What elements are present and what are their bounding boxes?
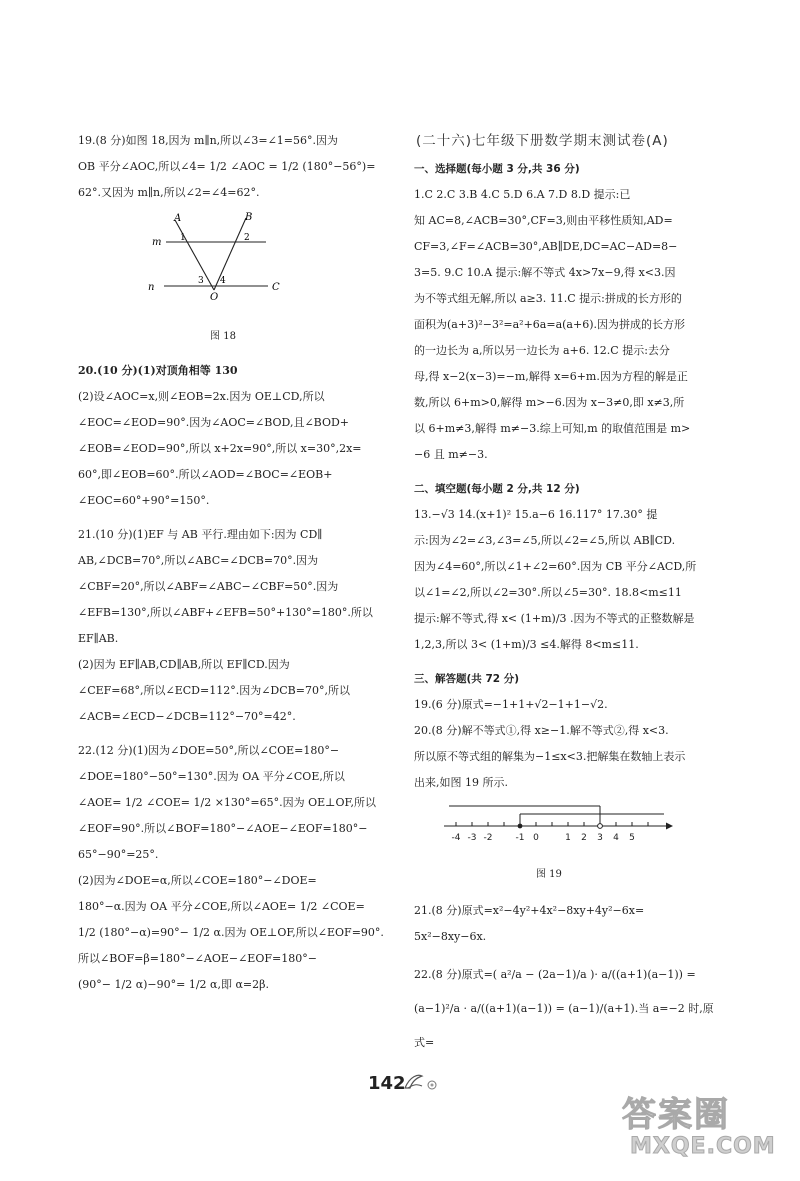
- answer-20-right: [414, 718, 720, 796]
- text-line: ∠EOF=90°.所以∠BOF=180°−∠AOE−∠EOF=180°−: [78, 822, 368, 835]
- text-line: (2)设∠AOC=x,则∠EOB=2x.因为 OE⊥CD,所以: [78, 390, 325, 403]
- tick-label: 5: [629, 833, 635, 843]
- text-line: (2)因为 EF∥AB,CD∥AB,所以 EF∥CD.因为: [78, 658, 290, 671]
- text-line: 母,得 x−2(x−3)=−m,解得 x=6+m.因为方程的解是正: [414, 370, 688, 383]
- answer-22-right: [414, 958, 720, 1060]
- text-line: 20.(10 分)(1)对顶角相等 130: [78, 364, 238, 377]
- text-line: 所以原不等式组的解集为−1≤x<3.把解集在数轴上表示: [414, 750, 686, 763]
- text-line: 以 6+m≠3,解得 m≠−3.综上可知,m 的取值范围是 m>: [414, 422, 691, 435]
- text-line: 3=5. 9.C 10.A 提示:解不等式 4x>7x−9,得 x<3.因: [414, 266, 676, 279]
- site-watermark: [622, 1096, 782, 1176]
- line-ob: [214, 218, 246, 290]
- leaf-ornament-icon: [402, 1070, 442, 1092]
- right-column: [414, 128, 720, 1060]
- text-line: 提示:解不等式,得 x< (1+m)/3 .因为不等式的正整数解是: [414, 612, 695, 625]
- label-b: B: [245, 212, 253, 223]
- text-line: 知 AC=8,∠ACB=30°,CF=3,则由平移性质知,AD=: [414, 214, 673, 227]
- tick-label: -1: [515, 833, 525, 843]
- page-number: 142: [368, 1073, 406, 1094]
- text-line: 5x²−8xy−6x.: [414, 930, 487, 943]
- line-oa: [175, 220, 214, 290]
- answer-20-left: [78, 358, 388, 514]
- text-line: ∠EOC=∠EOD=90°.因为∠AOC=∠BOD,且∠BOD+: [78, 416, 350, 429]
- tick-label: 0: [533, 833, 539, 843]
- text-line: 的一边长为 a,所以另一边长为 a+6. 12.C 提示:去分: [414, 344, 670, 357]
- test-title: (二十六)七年级下册数学期末测试卷(A): [416, 133, 669, 149]
- text-line: ∠AOE= 1/2 ∠COE= 1/2 ×130°=65°.因为 OE⊥OF,所以: [78, 796, 376, 809]
- text-line: 以∠1=∠2,所以∠2=30°.所以∠5=30°. 18.8<m≤11: [414, 586, 682, 599]
- text-line: 22.(8 分)原式=( a²/a − (2a−1)/a )· a/((a+1)(a−1)) =: [414, 968, 696, 981]
- label-c: C: [272, 282, 280, 293]
- answer-21-left: [78, 522, 388, 730]
- answer-19-left: [78, 128, 388, 206]
- label-angle-2: 2: [244, 233, 250, 243]
- text-line: ∠ACB=∠ECD−∠DCB=112°−70°=42°.: [78, 710, 296, 723]
- text-line: 1/2 (180°−α)=90°− 1/2 α.因为 OE⊥OF,所以∠EOF=90°.: [78, 926, 384, 939]
- section-3-heading: 三、解答题(共 72 分): [414, 673, 520, 685]
- text-line: 13.−√3 14.(x+1)² 15.a−6 16.117° 17.30° 提: [414, 508, 658, 521]
- label-angle-4: 4: [220, 276, 226, 286]
- text-line: 为不等式组无解,所以 a≥3. 11.C 提示:拼成的长方形的: [414, 292, 682, 305]
- figure-19-number-line: [414, 800, 720, 858]
- label-a: A: [174, 213, 182, 224]
- section-2-answers: [414, 502, 720, 658]
- tick-label: 3: [597, 833, 603, 843]
- text-line: 180°−α.因为 OA 平分∠COE,所以∠AOE= 1/2 ∠COE=: [78, 900, 365, 913]
- text-line: ∠CBF=20°,所以∠ABF=∠ABC−∠CBF=50°.因为: [78, 580, 339, 593]
- text-line: OB 平分∠AOC,所以∠4= 1/2 ∠AOC = 1/2 (180°−56°)=: [78, 160, 376, 173]
- figure-18: [78, 210, 388, 350]
- text-line: 所以∠BOF=β=180°−∠AOE−∠EOF=180°−: [78, 952, 317, 965]
- answer-19-right: 19.(6 分)原式=−1+1+√2−1+1−√2.: [414, 698, 608, 711]
- axis-arrow: [666, 823, 673, 830]
- label-n: n: [148, 282, 155, 293]
- text-line: ∠EOC=60°+90°=150°.: [78, 494, 210, 507]
- text-line: 65°−90°=25°.: [78, 848, 159, 861]
- figure-19-caption: 图 19: [536, 869, 562, 880]
- text-line: (90°− 1/2 α)−90°= 1/2 α,即 α=2β.: [78, 978, 269, 991]
- label-o: O: [210, 292, 219, 303]
- text-line: ∠DOE=180°−50°=130°.因为 OA 平分∠COE,所以: [78, 770, 345, 783]
- text-line: −6 且 m≠−3.: [414, 448, 488, 461]
- text-line: 21.(10 分)(1)EF 与 AB 平行.理由如下:因为 CD∥: [78, 528, 323, 541]
- solid-point-minus1: [518, 824, 523, 829]
- text-line: ∠CEF=68°,所以∠ECD=112°.因为∠DCB=70°,所以: [78, 684, 350, 697]
- text-line: ∠EFB=130°,所以∠ABF+∠EFB=50°+130°=180°.所以: [78, 606, 373, 619]
- text-line: 21.(8 分)原式=x²−4y²+4x²−8xy+4y²−6x=: [414, 904, 645, 917]
- text-line: 60°,即∠EOB=60°.所以∠AOD=∠BOC=∠EOB+: [78, 468, 333, 481]
- label-m: m: [152, 237, 162, 248]
- text-line: (2)因为∠DOE=α,所以∠COE=180°−∠DOE=: [78, 874, 317, 887]
- axis-ticks: [456, 822, 648, 826]
- text-line: 出来,如图 19 所示.: [414, 776, 508, 789]
- label-angle-3: 3: [198, 276, 204, 286]
- text-line: 22.(12 分)(1)因为∠DOE=50°,所以∠COE=180°−: [78, 744, 340, 757]
- tick-label: 2: [581, 833, 587, 843]
- label-angle-1: 1: [180, 233, 186, 243]
- figure-18-caption: 图 18: [210, 331, 236, 342]
- text-line: EF∥AB.: [78, 632, 119, 645]
- tick-label: -2: [483, 833, 493, 843]
- text-line: 19.(8 分)如图 18,因为 m∥n,所以∠3=∠1=56°.因为: [78, 134, 339, 147]
- text-line: 数,所以 6+m>0,解得 m>−6.因为 x−3≠0,即 x≠3,所: [414, 396, 685, 409]
- tick-label: 4: [613, 833, 619, 843]
- text-line: 面积为(a+3)²−3²=a²+6a=a(a+6).因为拼成的长方形: [414, 318, 685, 331]
- section-1-heading: 一、选择题(每小题 3 分,共 36 分): [414, 163, 580, 175]
- text-line: 62°.又因为 m∥n,所以∠2=∠4=62°.: [78, 186, 260, 199]
- tick-label: 1: [565, 833, 571, 843]
- section-1-answers: [414, 182, 720, 468]
- tick-label: -4: [451, 833, 461, 843]
- open-point-3: [598, 824, 603, 829]
- watermark-domain: MXQE.COM: [630, 1134, 776, 1159]
- left-column: [78, 128, 388, 998]
- text-line: 1.C 2.C 3.B 4.C 5.D 6.A 7.D 8.D 提示:已: [414, 188, 631, 201]
- watermark-logo-text: 答案圈: [622, 1095, 730, 1135]
- text-line: 1,2,3,所以 3< (1+m)/3 ≤4.解得 8<m≤11.: [414, 638, 639, 651]
- text-line: CF=3,∠F=∠ACB=30°,AB∥DE,DC=AC−AD=8−: [414, 240, 678, 253]
- text-line: 示:因为∠2=∠3,∠3=∠5,所以∠2=∠5,所以 AB∥CD.: [414, 534, 676, 547]
- text-line: 因为∠4=60°,所以∠1+∠2=60°.因为 CB 平分∠ACD,所: [414, 560, 697, 573]
- text-line: (a−1)²/a · a/((a+1)(a−1)) = (a−1)/(a+1).当 a=−2 时,原式=: [414, 1002, 714, 1049]
- section-2-heading: 二、填空题(每小题 2 分,共 12 分): [414, 483, 580, 495]
- figure-18-diagram: [78, 210, 388, 328]
- figure-19: [414, 800, 720, 888]
- text-line: 20.(8 分)解不等式①,得 x≥−1.解不等式②,得 x<3.: [414, 724, 669, 737]
- tick-label: -3: [467, 833, 477, 843]
- text-line: AB,∠DCB=70°,所以∠ABC=∠DCB=70°.因为: [78, 554, 319, 567]
- answer-21-right: [414, 898, 720, 950]
- text-line: ∠EOB=∠EOD=90°,所以 x+2x=90°,所以 x=30°,2x=: [78, 442, 362, 455]
- answer-22-left: [78, 738, 388, 998]
